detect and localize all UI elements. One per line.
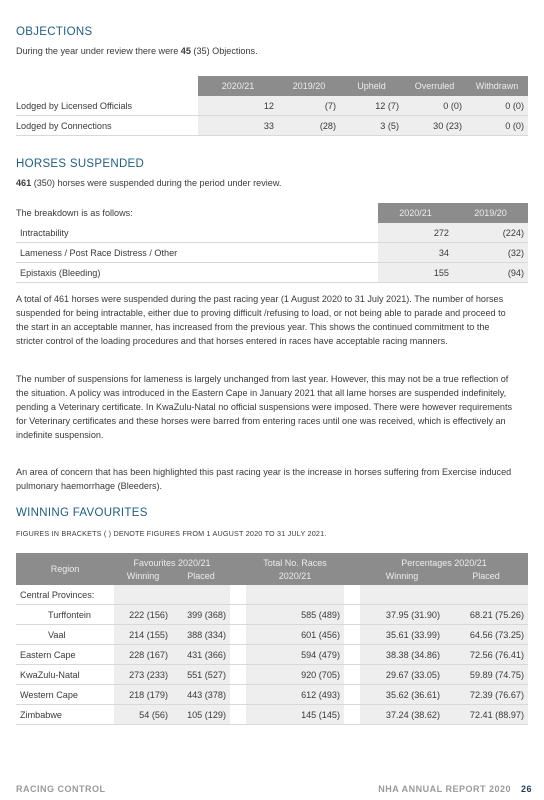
column-header: Overruled [403,76,466,96]
suspended-intro: 461 (350) horses were suspended during the period under review. [16,178,282,188]
percentages-group-header: Percentages 2020/21 [360,553,528,569]
suspended-paragraph: The number of suspensions for lameness is largely unchanged from last year. However, this may not be a true reflection of the situation. A policy was introduced in the Eastern Cape in January 2021 that all lame horses are suspended indefinitely, pending a Veterinary certificate. In KwaZulu-Natal no official suspensions were imposed. There were however requirements for Veterinary certificates and these horses were barred from entering races until one was received, which is effectively an indefinite suspension. [16,374,513,440]
objections-header-row [16,76,528,96]
suspended-heading: HORSES SUSPENDED [16,158,145,170]
column-header: 2020/21 [378,203,453,223]
table-row: Epistaxis (Bleeding) 155 (94) [16,263,528,283]
breakdown-label: The breakdown is as follows: [16,203,378,223]
favourites-table [16,553,528,725]
objections-intro: During the year under review there were 45 (35) Objections. [16,46,258,56]
pct-winning-header: Winning [360,569,444,585]
total-header: Total No. Races [246,553,344,569]
column-header: 2019/20 [278,76,340,96]
table-row: Zimbabwe 54 (56) 105 (129) 145 (145) 37.24 (38.62) 72.41 (88.97) [16,705,528,725]
footer-section-label: RACING CONTROL [16,784,106,794]
table-row: Intractability 272 (224) [16,223,528,243]
pct-placed-header: Placed [444,569,528,585]
table-row: Vaal 214 (155) 388 (334) 601 (456) 35.61 (33.99) 64.56 (73.25) [16,625,528,645]
page-number: 26 [520,784,532,794]
objections-table [16,76,528,136]
row-label: Lodged by Connections [16,116,198,136]
total-year-header: 2020/21 [246,569,344,585]
fav-placed-header: Placed [172,569,230,585]
group-row: Central Provinces: [16,585,528,605]
table-row: Western Cape 218 (179) 443 (378) 612 (493) 35.62 (36.61) 72.39 (76.67) [16,685,528,705]
table-row: Lameness / Post Race Distress / Other 34 (32) [16,243,528,263]
favourites-note: FIGURES IN BRACKETS ( ) DENOTE FIGURES FROM 1 AUGUST 2020 TO 31 JULY 2021. [16,529,327,538]
suspended-header-row [16,203,528,223]
table-row: Eastern Cape 228 (167) 431 (366) 594 (479) 38.38 (34.86) 72.56 (76.41) [16,645,528,665]
row-label: Lodged by Licensed Officials [16,96,198,116]
fav-winning-header: Winning [114,569,172,585]
table-row: Turffontein 222 (156) 399 (368) 585 (489) 37.95 (31.90) 68.21 (75.26) [16,605,528,625]
suspended-table [16,203,528,283]
table-row: Lodged by Licensed Officials 12 (7) 12 (7) 0 (0) 0 (0) [16,96,528,116]
favourites-heading: WINNING FAVOURITES [16,507,148,519]
table-row: Lodged by Connections 33 (28) 3 (5) 30 (23) 0 (0) [16,116,528,136]
footer-report-title: NHA ANNUAL REPORT 2020 26 [378,784,532,794]
column-header: 2020/21 [198,76,278,96]
suspended-paragraph: An area of concern that has been highlighted this past racing year is the increase in horses suffering from Exercise induced pulmonary haemorrhage (Bleeders). [16,467,512,491]
column-header: Withdrawn [466,76,528,96]
column-header: Upheld [340,76,403,96]
table-row: KwaZulu-Natal 273 (233) 551 (527) 920 (705) 29.67 (33.05) 59.89 (74.75) [16,665,528,685]
column-header: 2019/20 [453,203,528,223]
favourites-group-header: Favourites 2020/21 [114,553,230,569]
favourites-header-row [16,553,528,569]
suspended-paragraph: A total of 461 horses were suspended during the past racing year (1 August 2020 to 31 July 2021). The number of horses suspended for being intractable, either due to proving difficult /refusing to load, or not being able to parade and proceed to the start in an acceptable manner, has increased from the previous year. This shows the continued commitment to the stricter control of the loading procedures and that horses entered in races have acceptable racing manners. [16,294,506,346]
objections-heading: OBJECTIONS [16,26,93,38]
region-header: Region [16,553,114,585]
